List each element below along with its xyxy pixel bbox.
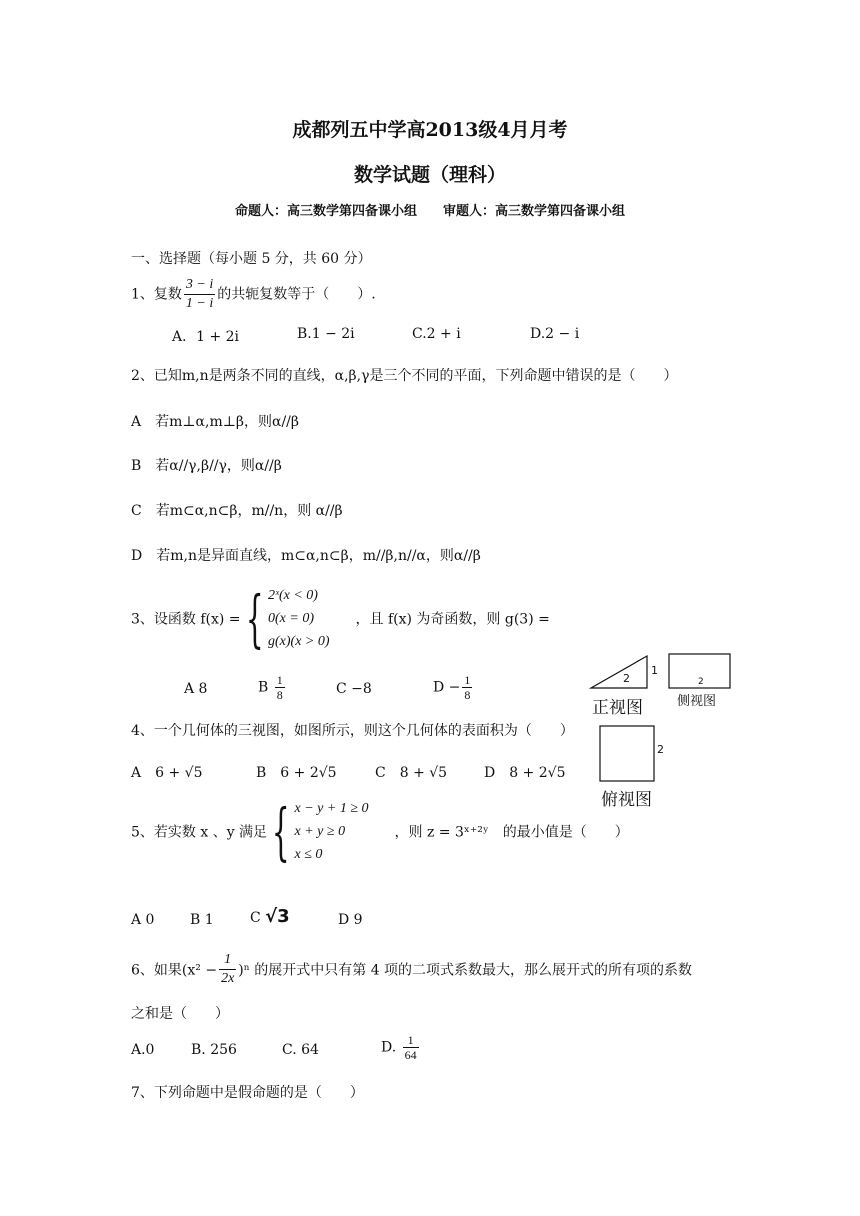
- exam-title: 成都列五中学高2013级4月月考: [292, 119, 568, 141]
- q1-numerator: 3 − i: [184, 276, 215, 295]
- side-view-label: 侧视图: [677, 694, 717, 709]
- q6-option-b: B. 256: [191, 1042, 237, 1058]
- q3-b-den: 8: [276, 688, 283, 702]
- q4-option-b: B 6 + 2√5: [256, 765, 337, 781]
- q1-denominator: 1 − i: [185, 296, 214, 311]
- q6-option-d-label: D.: [381, 1039, 397, 1056]
- question-1: [131, 276, 376, 313]
- q4-option-c: C 8 + √5: [375, 765, 448, 781]
- q3-option-b: [258, 673, 287, 702]
- q3-case-1: 2ˣ(x < 0): [268, 588, 318, 603]
- exam-authors: 命题人：高三数学第四备课小组 审题人：高三数学第四备课小组: [234, 204, 625, 219]
- q2-option-d: D 若m,n是异面直线，m⊂α,n⊂β，m//β,n//α，则α//β: [131, 548, 481, 564]
- top-view-square: [600, 726, 654, 781]
- section-heading: 一、选择题（每小题 5 分，共 60 分）: [131, 251, 372, 267]
- q2-option-b: B 若α//γ,β//γ，则α//β: [131, 458, 282, 474]
- q5-option-c-label: C: [250, 910, 261, 926]
- q1-option-d: D.2 − i: [530, 326, 580, 342]
- q6-line-2: 之和是（ ）: [131, 1006, 229, 1022]
- q1-option-c: C.2 + i: [412, 326, 461, 342]
- q3-case-2: 0(x = 0): [268, 611, 314, 626]
- q2-option-c: C 若m⊂α,n⊂β，m//n，则 α//β: [131, 503, 343, 519]
- q3-option-d-label: D −: [433, 679, 461, 696]
- q5-option-d: D 9: [338, 912, 363, 928]
- front-view-label: 正视图: [592, 698, 643, 718]
- q5-cases: [295, 797, 369, 866]
- q6-suffix: )ⁿ 的展开式中只有第 4 项的二项式系数最大，那么展开式的所有项的系数: [238, 962, 693, 979]
- q3-prefix: 3、设函数 f(x) =: [131, 611, 241, 628]
- q3-cases: [268, 584, 330, 653]
- q6-frac-den: 2x: [221, 971, 235, 986]
- q3-b-num: 1: [276, 673, 283, 687]
- front-base-label: 2: [623, 672, 630, 685]
- top-side-label: 2: [657, 743, 664, 756]
- q3-option-b-fraction: [275, 673, 285, 702]
- q3-case-3: g(x)(x > 0): [268, 634, 330, 649]
- q2-option-a: A 若m⊥α,m⊥β，则α//β: [131, 414, 299, 430]
- q1-suffix: 的共轭复数等于（ ）.: [217, 286, 376, 303]
- q5-option-b: B 1: [190, 912, 214, 928]
- q3-d-den: 8: [464, 688, 471, 702]
- question-4: 4、一个几何体的三视图，如图所示，则这个几何体的表面积为（ ）: [131, 723, 574, 739]
- q5-option-c: [250, 906, 290, 927]
- q1-prefix: 1、复数: [131, 286, 182, 303]
- front-height-label: 1: [651, 664, 658, 677]
- q4-option-a: A 6 + √5: [131, 765, 203, 781]
- question-3: [131, 581, 550, 655]
- q3-d-num: 1: [464, 673, 471, 687]
- q6-option-c: C. 64: [282, 1042, 319, 1058]
- q6-fraction: [219, 951, 236, 988]
- q1-fraction: [184, 276, 215, 313]
- q3-suffix: ，且 f(x) 为奇函数，则 g(3) =: [355, 611, 550, 628]
- q5-option-c-value: √3: [265, 906, 290, 927]
- three-view-figure: [585, 648, 735, 808]
- q3-option-a: A 8: [184, 681, 208, 697]
- q5-case-1: x − y + 1 ≥ 0: [294, 801, 369, 816]
- q3-option-b-label: B: [258, 679, 269, 696]
- q5-case-3: x ≤ 0: [294, 847, 323, 862]
- side-base-label: 2: [698, 677, 704, 687]
- q3-brace: {: [245, 581, 264, 655]
- top-view-label: 俯视图: [601, 790, 652, 810]
- q1-option-a: A．1 + 2i: [172, 329, 240, 345]
- q4-option-d: D 8 + 2√5: [484, 765, 566, 781]
- q3-option-c: C −8: [336, 681, 372, 697]
- q1-option-b: B.1 − 2i: [297, 326, 355, 342]
- question-5: [131, 794, 629, 868]
- exam-subtitle: 数学试题（理科）: [353, 164, 506, 186]
- front-view-triangle: [591, 656, 647, 688]
- q5-option-a: A 0: [131, 912, 155, 928]
- q6-frac-num: 1: [219, 951, 236, 970]
- question-2: 2、已知m,n是两条不同的直线，α,β,γ是三个不同的平面，下列命题中错误的是（ ）: [131, 368, 678, 384]
- q5-brace: {: [271, 794, 290, 868]
- q5-suffix: ，则 z = 3ˣ⁺²ʸ 的最小值是（ ）: [394, 824, 629, 841]
- q6-option-a: A.0: [131, 1042, 155, 1058]
- question-7: 7、下列命题中是假命题的是（ ）: [131, 1085, 364, 1101]
- q6-option-d-fraction: [403, 1033, 419, 1062]
- q3-option-d-fraction: [462, 673, 472, 702]
- question-6: [131, 951, 692, 988]
- q5-prefix: 5、若实数 x 、y 满足: [131, 824, 268, 841]
- q6-prefix: 6、如果(x² −: [131, 962, 218, 979]
- q3-option-d: [433, 673, 474, 702]
- q6-option-d: [381, 1033, 421, 1062]
- q6-d-num: 1: [403, 1033, 419, 1048]
- q5-case-2: x + y ≥ 0: [294, 824, 346, 839]
- q6-d-den: 64: [404, 1048, 417, 1062]
